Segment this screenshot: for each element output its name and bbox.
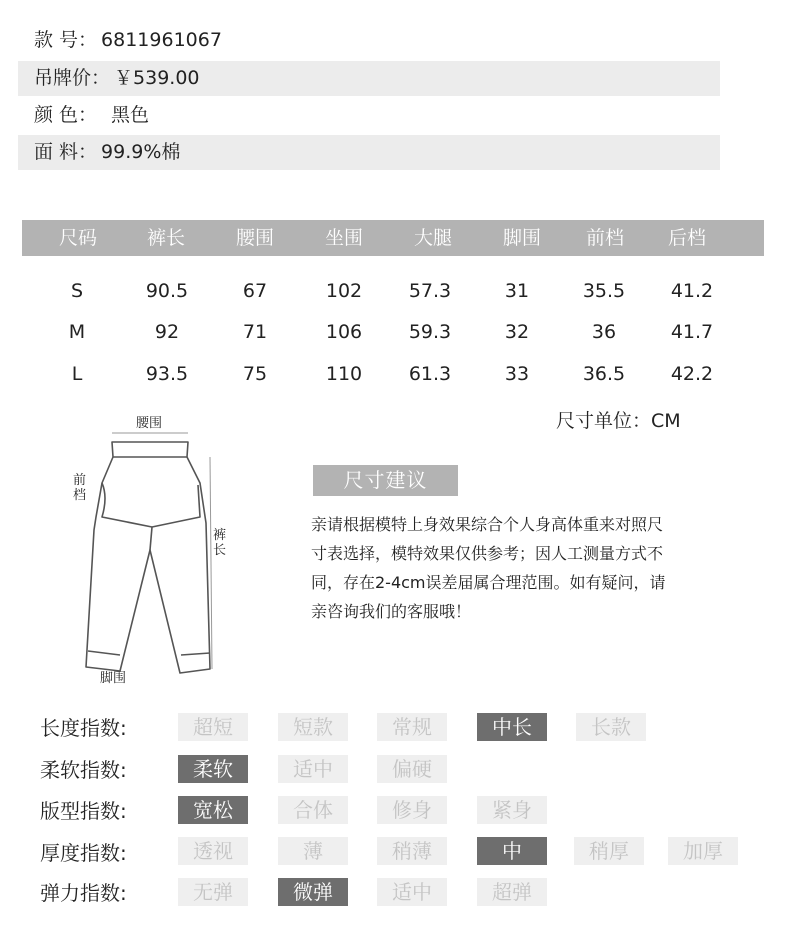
header-back-rise: 后档 — [667, 227, 706, 249]
length-option-chip: 超短 — [178, 713, 248, 741]
table-cell: 35.5 — [582, 280, 626, 302]
size-advice-text — [311, 510, 731, 626]
header-length: 裤长 — [146, 227, 185, 249]
color-row — [18, 98, 720, 133]
table-cell: 42.2 — [670, 363, 714, 385]
table-cell: 61.3 — [408, 363, 452, 385]
thickness-option-chip: 加厚 — [668, 837, 738, 865]
tag-price-label: 吊牌价： — [34, 67, 111, 89]
elasticity-option-chip: 适中 — [377, 878, 447, 906]
size-table-header — [22, 220, 764, 256]
table-cell: 75 — [242, 363, 268, 385]
header-thigh: 大腿 — [413, 227, 452, 249]
table-cell: L — [71, 363, 83, 385]
diagram-label-front-rise: 前档 — [73, 473, 87, 503]
fit-option-chip: 紧身 — [477, 796, 547, 824]
length-option-chip-selected: 中长 — [477, 713, 547, 741]
table-cell: 33 — [504, 363, 530, 385]
table-cell: 67 — [242, 280, 268, 302]
length-option-chip: 长款 — [576, 713, 646, 741]
thickness-option-chip: 薄 — [278, 837, 348, 865]
diagram-label-length: 裤长 — [213, 528, 227, 558]
table-cell: 92 — [154, 321, 180, 343]
header-waist: 腰围 — [235, 227, 274, 249]
table-cell: 106 — [325, 321, 363, 343]
table-cell: 32 — [504, 321, 530, 343]
pants-measurement-diagram — [60, 405, 260, 695]
elasticity-option-chip-selected: 微弹 — [278, 878, 348, 906]
table-cell: 110 — [325, 363, 363, 385]
table-cell: 102 — [325, 280, 363, 302]
color-value: 黑色 — [111, 104, 150, 126]
style-number-label: 款 号： — [34, 29, 98, 51]
length-option-chip: 常规 — [377, 713, 447, 741]
elasticity-option-chip: 超弹 — [477, 878, 547, 906]
elasticity-index-label: 弹力指数: — [40, 881, 127, 905]
pants-outline-icon — [60, 405, 260, 695]
color-label: 颜 色： — [34, 104, 98, 126]
length-index-label: 长度指数: — [40, 716, 127, 740]
table-cell: 31 — [504, 280, 530, 302]
style-number-row — [18, 23, 720, 58]
table-cell: 90.5 — [145, 280, 189, 302]
table-cell: 57.3 — [408, 280, 452, 302]
advice-line: 亲咨询我们的客服哦！ — [311, 602, 472, 621]
table-cell: 41.7 — [670, 321, 714, 343]
tag-price-row — [18, 61, 720, 96]
softness-option-chip: 偏硬 — [377, 755, 447, 783]
table-cell: 36 — [591, 321, 617, 343]
advice-line: 寸表选择，模特效果仅供参考；因人工测量方式不 — [311, 544, 664, 563]
table-cell: S — [70, 280, 84, 302]
fit-option-chip: 修身 — [377, 796, 447, 824]
header-hip: 坐围 — [324, 227, 363, 249]
tag-price-value: ￥539.00 — [114, 67, 200, 89]
fit-index-label: 版型指数: — [40, 799, 127, 823]
header-size: 尺码 — [58, 227, 97, 249]
softness-index-label: 柔软指数: — [40, 758, 127, 782]
header-hem: 脚围 — [502, 227, 541, 249]
fabric-row — [18, 135, 720, 170]
style-number-value: 6811961067 — [101, 29, 222, 51]
diagram-label-waist: 腰围 — [136, 416, 163, 431]
table-cell: 59.3 — [408, 321, 452, 343]
table-cell: M — [68, 321, 86, 343]
elasticity-option-chip: 无弹 — [178, 878, 248, 906]
thickness-option-chip-selected: 中 — [477, 837, 547, 865]
thickness-index-label: 厚度指数: — [40, 841, 127, 865]
fabric-label: 面 料： — [34, 141, 98, 163]
unit-note: 尺寸单位：CM — [556, 410, 681, 432]
table-cell: 71 — [242, 321, 268, 343]
thickness-option-chip: 稍厚 — [574, 837, 644, 865]
size-advice-title: 尺寸建议 — [313, 465, 458, 496]
advice-line: 同，存在2-4cm误差届属合理范围。如有疑问，请 — [311, 573, 666, 592]
table-cell: 36.5 — [582, 363, 626, 385]
softness-option-chip: 适中 — [278, 755, 348, 783]
table-cell: 93.5 — [145, 363, 189, 385]
advice-line: 亲请根据模特上身效果综合个人身高体重来对照尺 — [311, 515, 664, 534]
fabric-value: 99.9%棉 — [101, 141, 181, 163]
header-front-rise: 前档 — [585, 227, 624, 249]
fit-option-chip-selected: 宽松 — [178, 796, 248, 824]
thickness-option-chip: 透视 — [178, 837, 248, 865]
table-cell: 41.2 — [670, 280, 714, 302]
fit-option-chip: 合体 — [278, 796, 348, 824]
diagram-label-hem: 脚围 — [100, 671, 127, 686]
softness-option-chip-selected: 柔软 — [178, 755, 248, 783]
length-option-chip: 短款 — [278, 713, 348, 741]
thickness-option-chip: 稍薄 — [377, 837, 447, 865]
